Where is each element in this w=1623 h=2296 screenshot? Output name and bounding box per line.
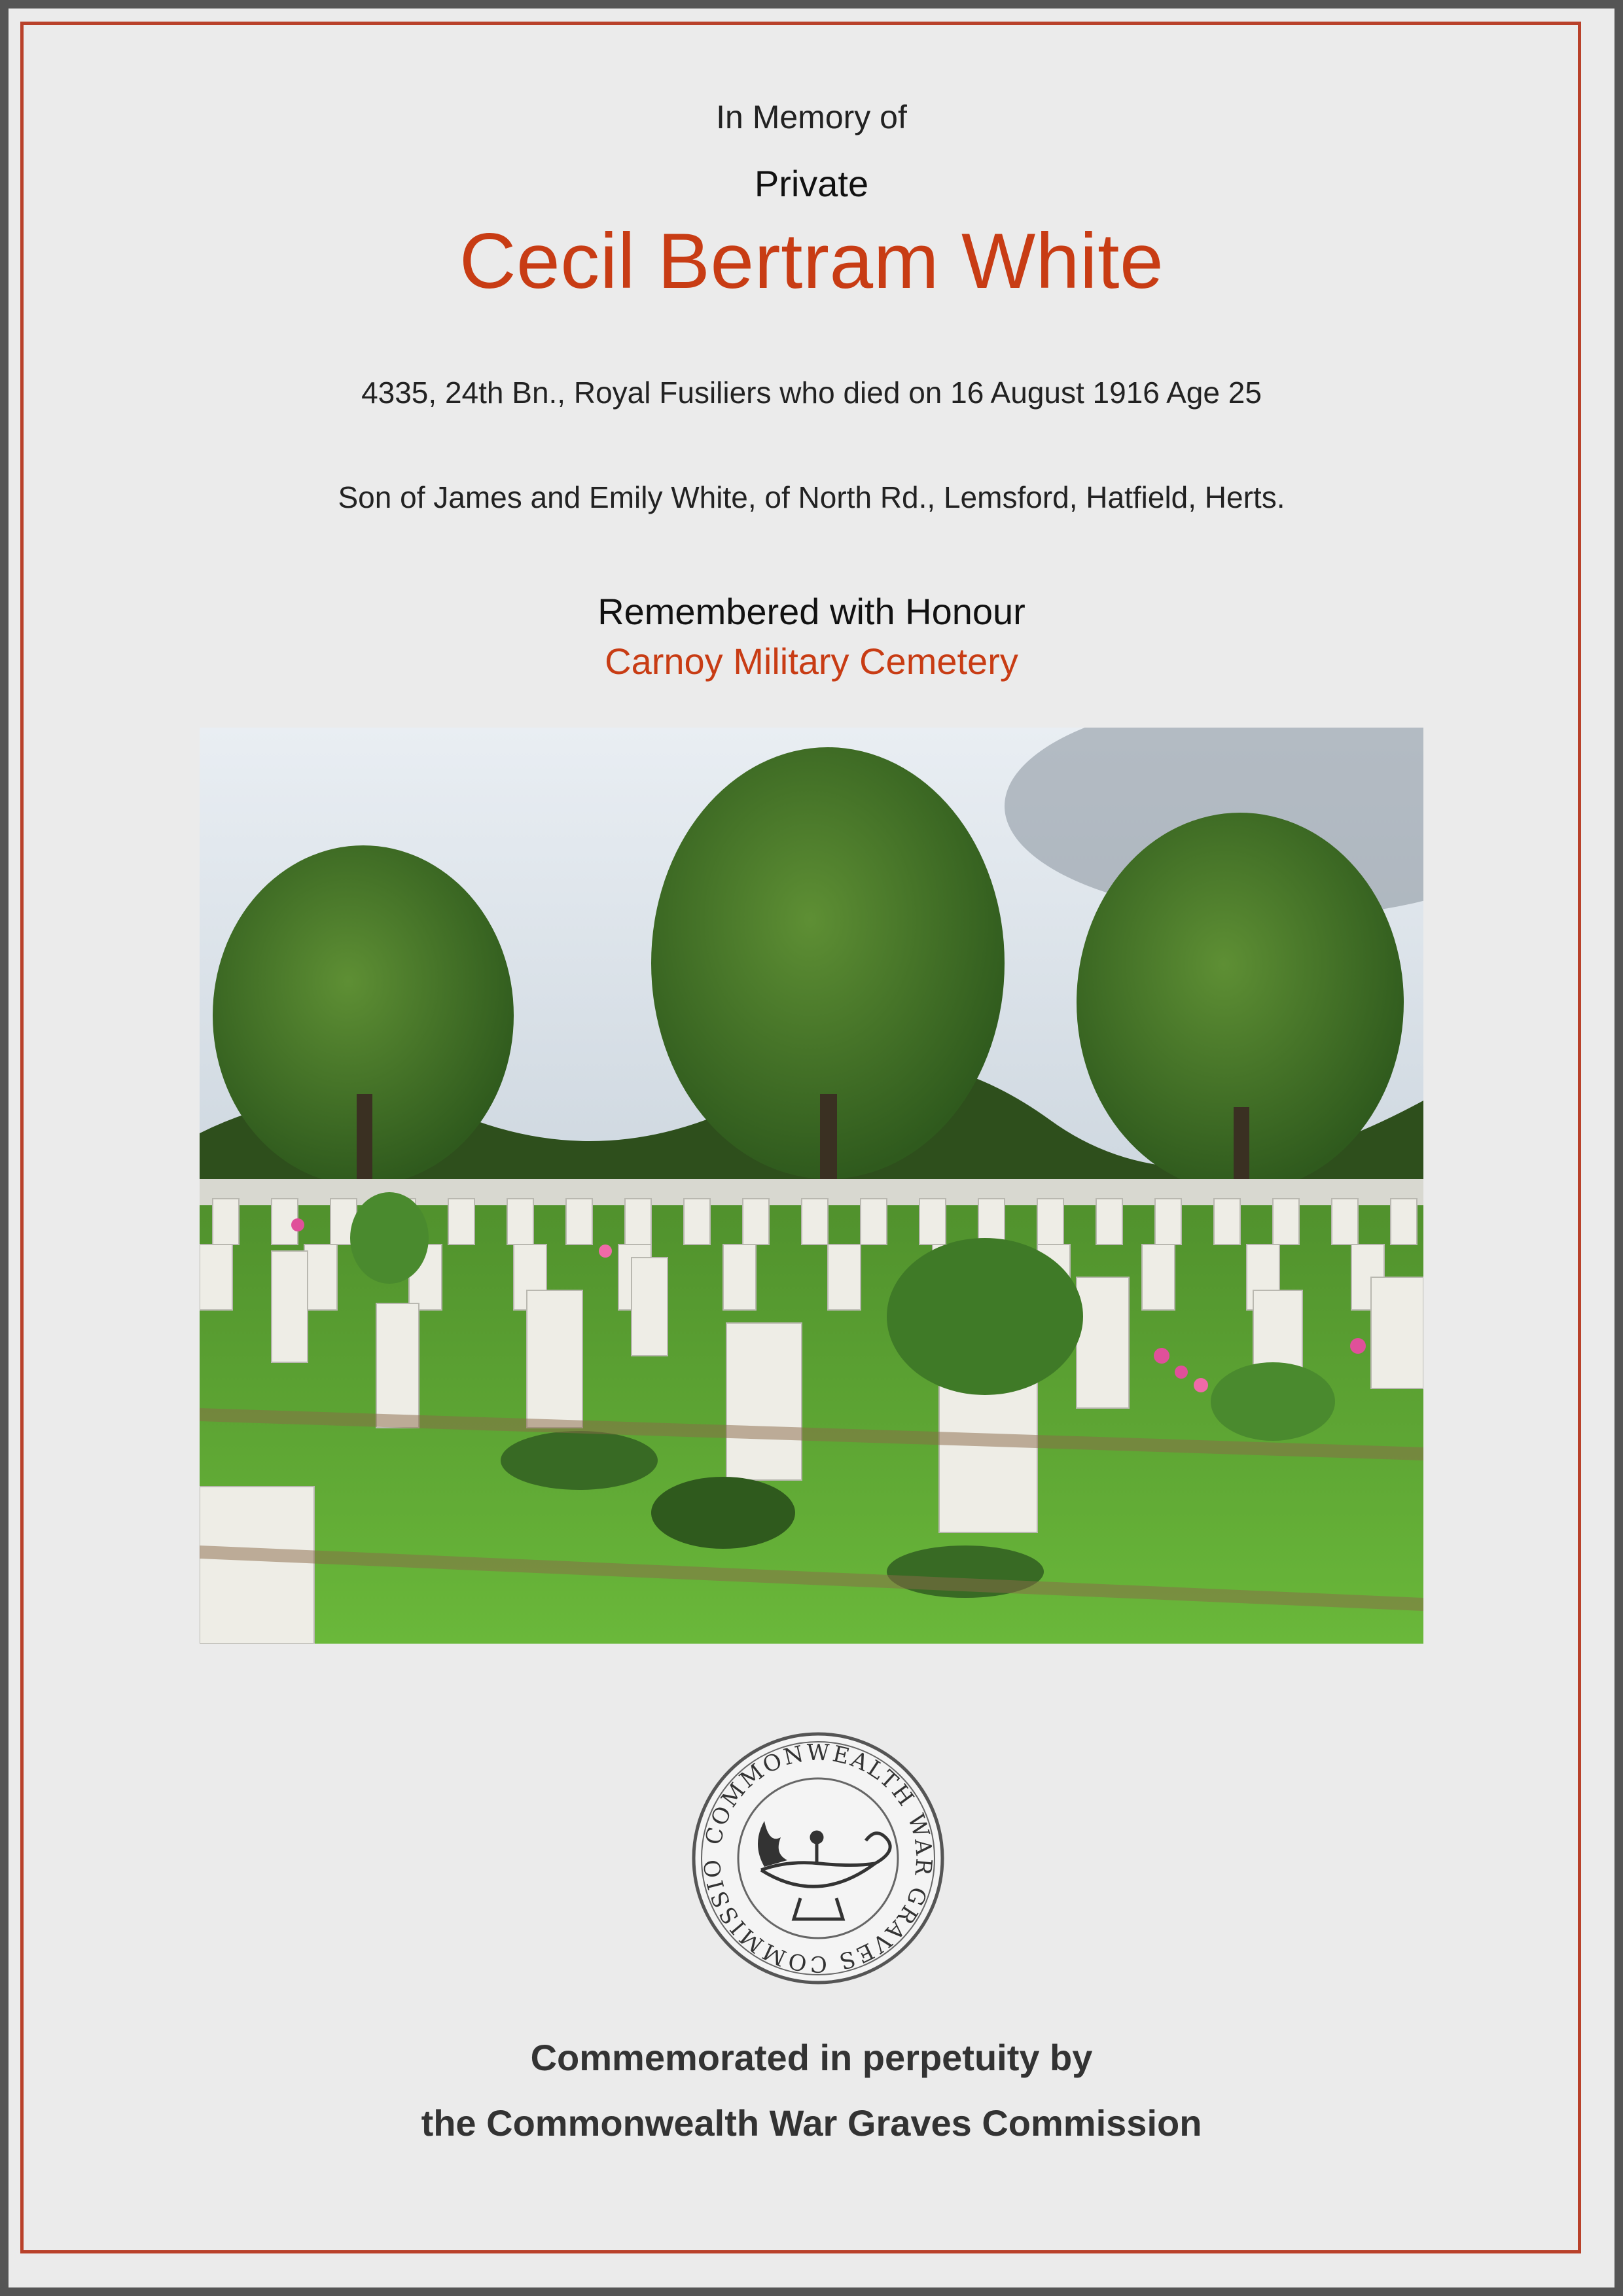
soldier-name: Cecil Bertram White	[459, 217, 1164, 305]
cemetery-name: Carnoy Military Cemetery	[605, 641, 1018, 682]
service-details: 4335, 24th Bn., Royal Fusiliers who died on 16 August 1916 Age 25	[361, 376, 1262, 410]
footer-line-1: Commemorated in perpetuity by	[530, 2037, 1093, 2078]
cemetery-photo	[200, 728, 1423, 1644]
logo-ring-text: COMMONWEALTH WAR GRAVES COMMISSIO	[699, 1739, 937, 1977]
footer-line-2: the Commonwealth War Graves Commission	[421, 2102, 1202, 2144]
family-details: Son of James and Emily White, of North Rd., Lemsford, Hatfield, Herts.	[338, 480, 1285, 514]
rank: Private	[754, 163, 869, 204]
cwgc-logo	[689, 1729, 947, 1987]
remembered-line: Remembered with Honour	[597, 591, 1026, 632]
heading: In Memory of	[716, 99, 907, 135]
